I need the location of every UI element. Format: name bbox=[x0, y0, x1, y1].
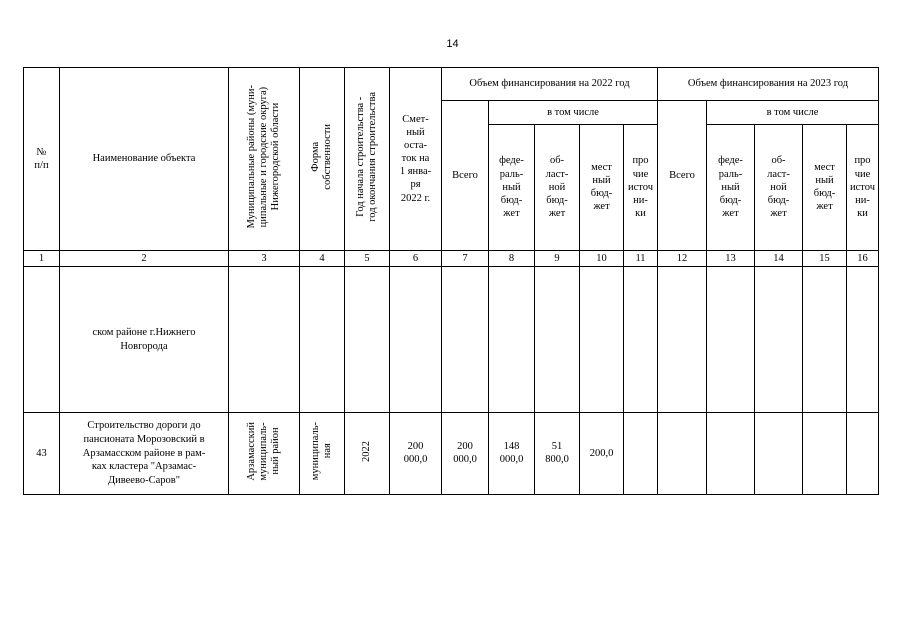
ownership: муниципаль- ная bbox=[300, 413, 345, 495]
cell-2022-local bbox=[580, 267, 624, 413]
cell-2022-total: 200 000,0 bbox=[442, 413, 489, 495]
ownership bbox=[300, 267, 345, 413]
cell-2022-local: 200,0 bbox=[580, 413, 624, 495]
district bbox=[229, 267, 300, 413]
column-number: 12 bbox=[658, 251, 707, 267]
cell-2023-regional bbox=[755, 413, 803, 495]
cell-2023-other bbox=[847, 413, 879, 495]
object-name: ском районе г.Нижнего Новгорода bbox=[60, 267, 229, 413]
cell-2023-federal bbox=[707, 413, 755, 495]
cell-2023-total bbox=[658, 413, 707, 495]
header-2023-local: мест ный бюд- жет bbox=[803, 125, 847, 251]
header-2023-regional: об- ласт- ной бюд- жет bbox=[755, 125, 803, 251]
cell-2022-regional bbox=[535, 267, 580, 413]
column-number: 5 bbox=[345, 251, 390, 267]
header-2022-total: Всего bbox=[442, 101, 489, 251]
row-number bbox=[24, 267, 60, 413]
header-financing-2022: Объем финансирования на 2022 год bbox=[442, 68, 658, 101]
cell-2023-other bbox=[847, 267, 879, 413]
cell-2022-other bbox=[624, 267, 658, 413]
header-2022-federal: феде- раль- ный бюд- жет bbox=[489, 125, 535, 251]
cell-2023-local bbox=[803, 413, 847, 495]
header-2023-including: в том числе bbox=[707, 101, 879, 125]
column-number-row bbox=[24, 251, 879, 267]
header-2022-regional: об- ласт- ной бюд- жет bbox=[535, 125, 580, 251]
cell-2023-total bbox=[658, 267, 707, 413]
cell-2023-federal bbox=[707, 267, 755, 413]
cell-2022-other bbox=[624, 413, 658, 495]
construction-years: 2022 bbox=[345, 413, 390, 495]
header-construction-years: Год начала строительства - год окончания строительства bbox=[345, 68, 390, 251]
column-number: 2 bbox=[60, 251, 229, 267]
column-number: 14 bbox=[755, 251, 803, 267]
cell-2023-local bbox=[803, 267, 847, 413]
column-number: 11 bbox=[624, 251, 658, 267]
page-number: 14 bbox=[446, 38, 459, 50]
district: Арзамасский муниципаль- ный район bbox=[229, 413, 300, 495]
header-district: Муниципальные районы (муни- ципальные и городские округа) Нижегородской области bbox=[229, 68, 300, 251]
header-estimate-balance: Смет- ный оста- ток на 1 янва- ря 2022 г. bbox=[390, 68, 442, 251]
cell-2023-regional bbox=[755, 267, 803, 413]
header-number: № п/п bbox=[24, 68, 60, 251]
column-number: 10 bbox=[580, 251, 624, 267]
construction-years bbox=[345, 267, 390, 413]
column-number: 16 bbox=[847, 251, 879, 267]
column-number: 6 bbox=[390, 251, 442, 267]
column-number: 7 bbox=[442, 251, 489, 267]
header-ownership: Форма собственности bbox=[300, 68, 345, 251]
row-number: 43 bbox=[24, 413, 60, 495]
header-2023-other: про чие источ ни- ки bbox=[847, 125, 879, 251]
column-number: 8 bbox=[489, 251, 535, 267]
cell-2022-federal: 148 000,0 bbox=[489, 413, 535, 495]
table-row bbox=[24, 267, 879, 413]
cell-2022-regional: 51 800,0 bbox=[535, 413, 580, 495]
column-number: 13 bbox=[707, 251, 755, 267]
financing-table bbox=[23, 67, 879, 495]
header-2023-federal: феде- раль- ный бюд- жет bbox=[707, 125, 755, 251]
header-financing-2023: Объем финансирования на 2023 год bbox=[658, 68, 879, 101]
header-object-name: Наименование объекта bbox=[60, 68, 229, 251]
column-number: 3 bbox=[229, 251, 300, 267]
column-number: 4 bbox=[300, 251, 345, 267]
header-2022-local: мест ный бюд- жет bbox=[580, 125, 624, 251]
estimate-balance bbox=[390, 267, 442, 413]
column-number: 1 bbox=[24, 251, 60, 267]
header-2022-other: про чие источ ни- ки bbox=[624, 125, 658, 251]
header-row bbox=[24, 68, 879, 101]
estimate-balance: 200 000,0 bbox=[390, 413, 442, 495]
cell-2022-total bbox=[442, 267, 489, 413]
header-2023-total: Всего bbox=[658, 101, 707, 251]
header-2022-including: в том числе bbox=[489, 101, 658, 125]
table-row bbox=[24, 413, 879, 495]
column-number: 15 bbox=[803, 251, 847, 267]
cell-2022-federal bbox=[489, 267, 535, 413]
column-number: 9 bbox=[535, 251, 580, 267]
object-name: Строительство дороги до пансионата Морозовский в Арзамасском районе в рам- ках кластера "Арзамас- Дивеево-Саров" bbox=[60, 413, 229, 495]
